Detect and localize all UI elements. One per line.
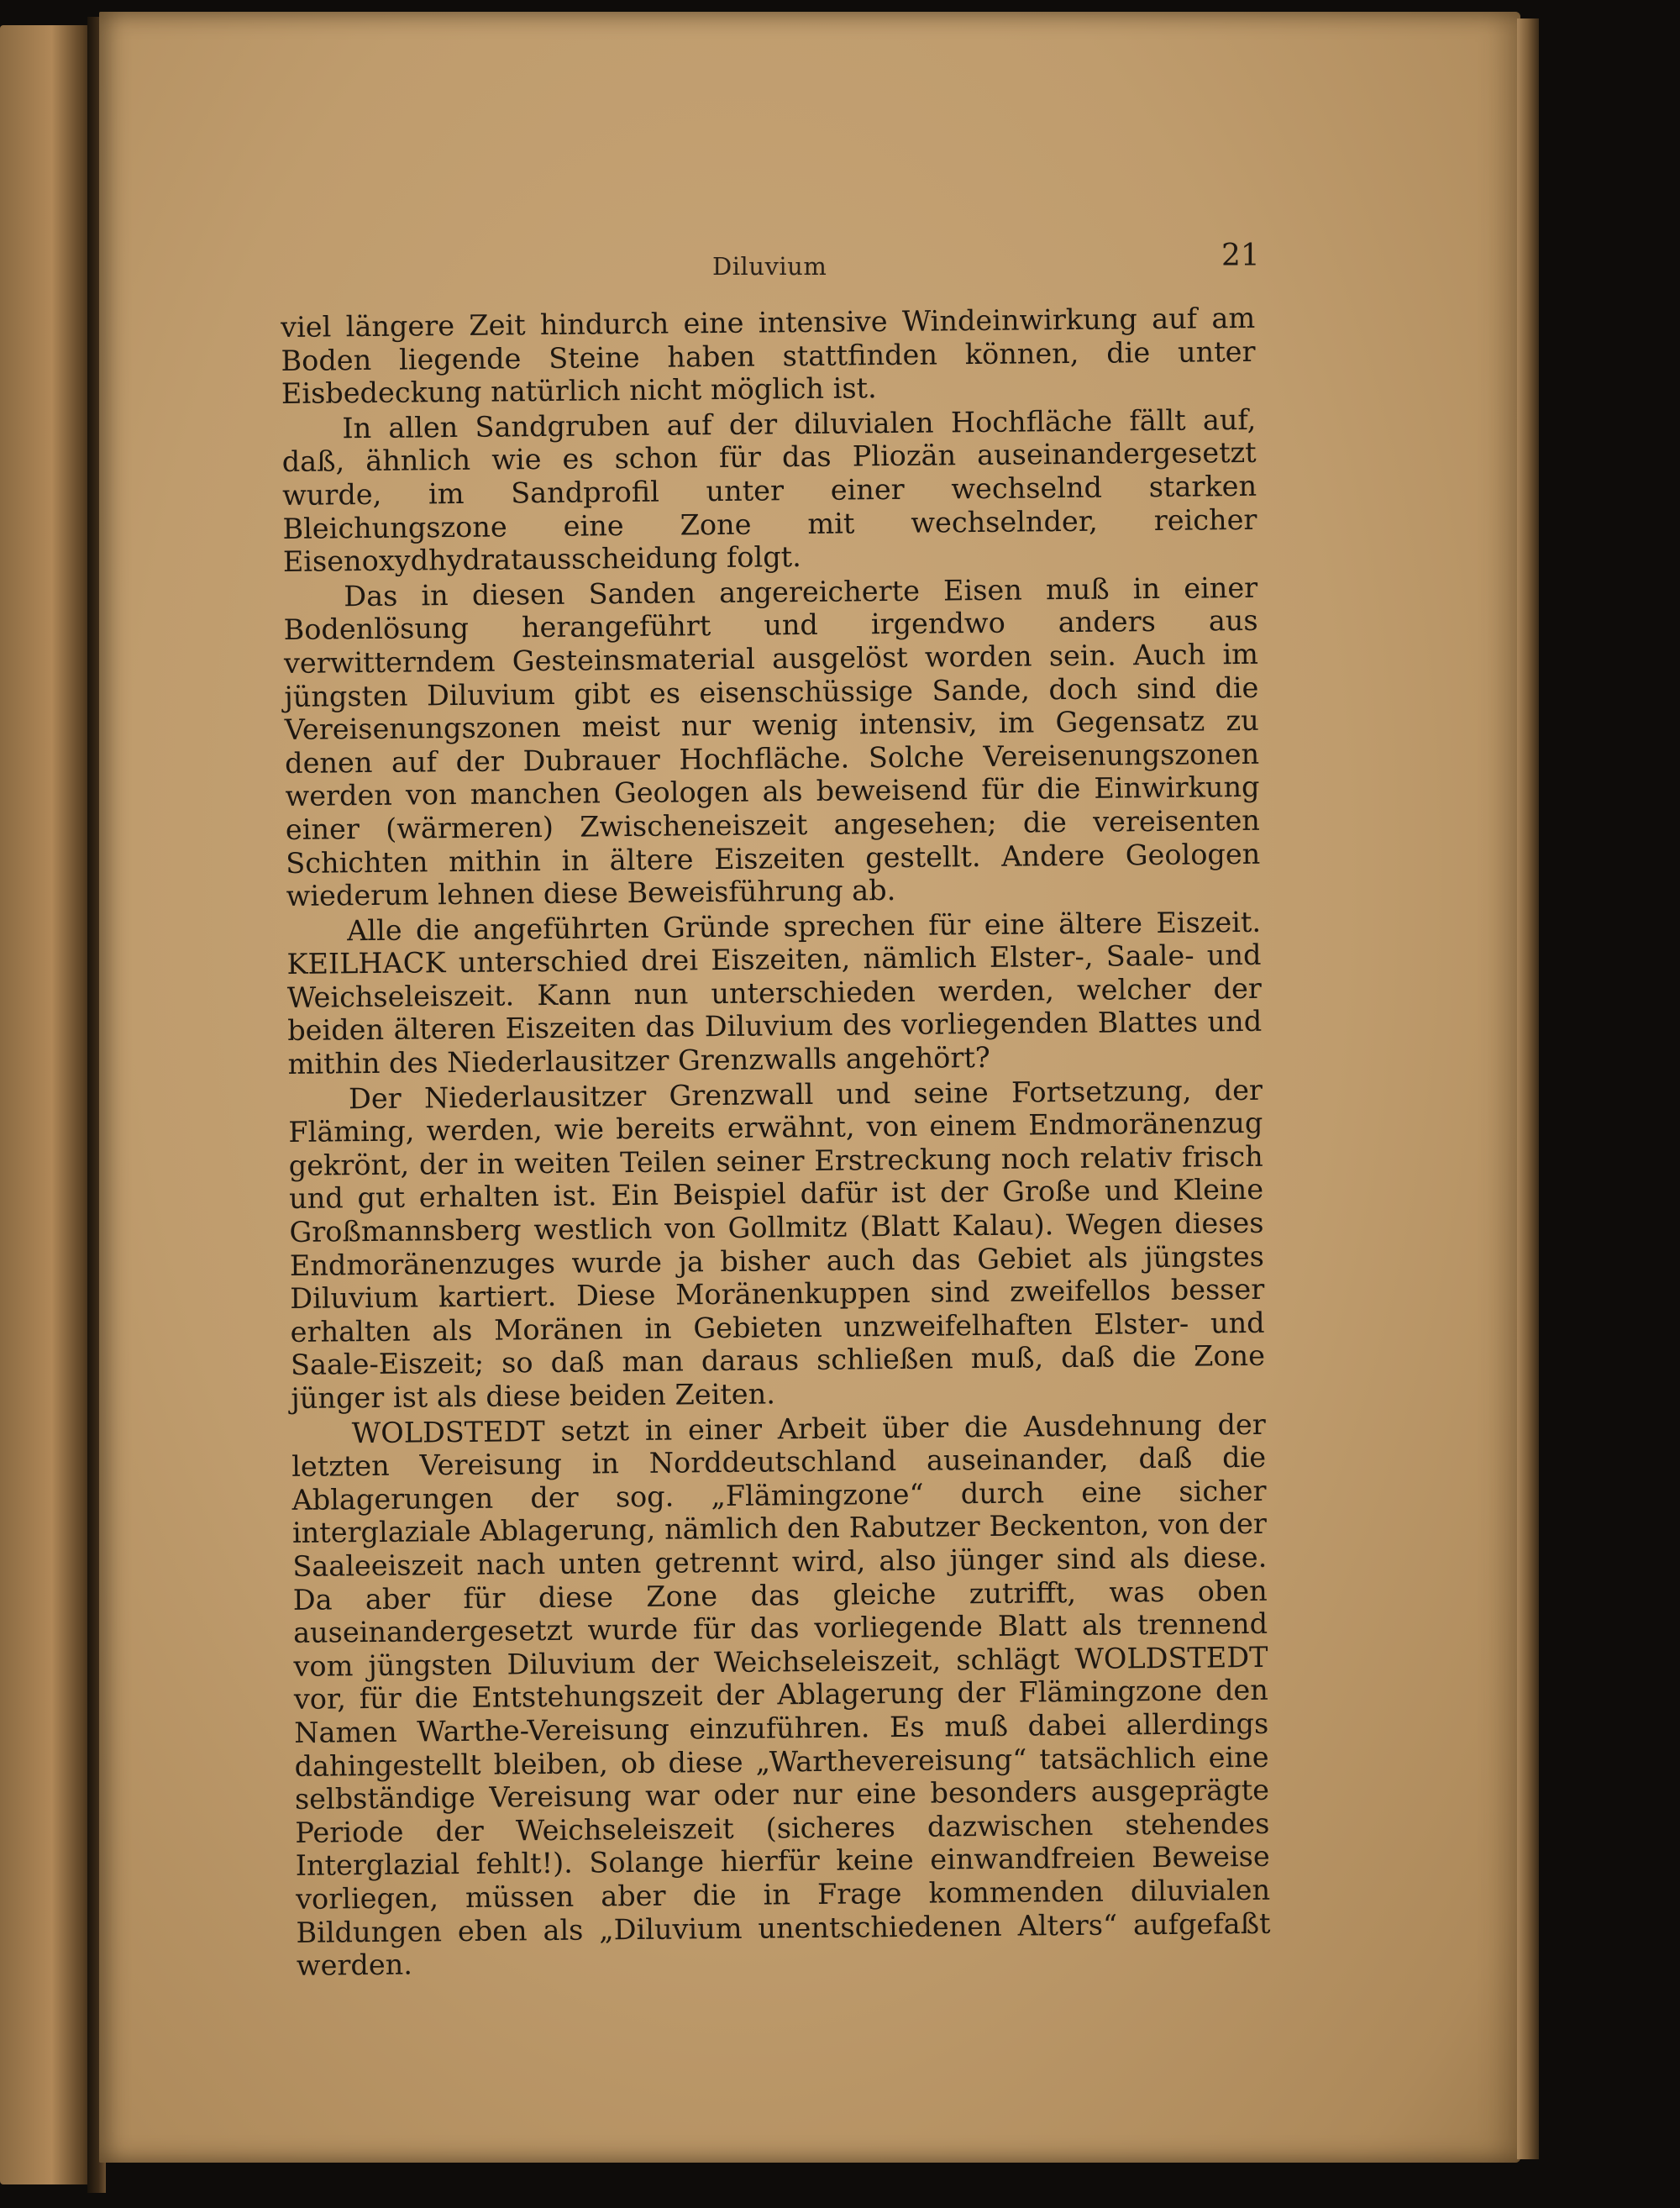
page-number: 21 [1221,239,1260,273]
page-fore-edge [1517,18,1539,2159]
paragraph: WOLDSTEDT setzt in einer Arbeit über die Ausdehnung der letzten Vereisung in Norddeutschland auseinander, daß die Ablagerungen der sog. „Flämingzone“ durch eine sicher interglaziale Ablagerung, nämlich den Rabutzer Beckenton, von der Saaleeiszeit nach unten getrennt wird, also jünger sind als diese. Da aber für diese Zone das gleiche zutrifft, was oben auseinandergesetzt wurde für das vorliegende Blatt als trennend vom jüngsten Diluvium der Weichseleiszeit, schlägt WOLDSTEDT vor, für die Entstehungszeit der Ablagerung der Flämingzone den Namen Warthe-Vereisung einzuführen. Es muß dabei allerdings dahingestellt bleiben, ob diese „Warthevereisung“ tatsächlich eine selbständige Vereisung war oder nur eine besonders ausgeprägte Periode der Weichseleiszeit (sicheres dazwischen stehendes Interglazial fehlt!). Solange hierfür keine einwandfreien Beweise vorliegen, müssen aber die in Frage kommenden diluvialen Bildungen eben als „Diluvium unentschiedenen Alters“ aufgefaßt werden. [291,1407,1271,1983]
body-text [281,302,1271,1983]
paragraph: In allen Sandgruben auf der diluvialen Hochfläche fällt auf, daß, ähnlich wie es schon für das Pliozän auseinandergesetzt wurde, im Sandprofil unter einer wechselnd starken Bleichungszone eine Zone mit wechselnder, reicher Eisenoxydhydratausscheidung folgt. [281,402,1257,579]
facing-page-edge [0,25,94,2184]
paragraph: Der Niederlausitzer Grenzwall und seine Fortsetzung, der Fläming, werden, wie bereits erwähnt, von einem Endmoränenzug gekrönt, der in weiten Teilen seiner Erstreckung noch relativ frisch und gut erhalten ist. Ein Beispiel dafür ist der Große und Kleine Großmannsberg westlich von Gollmitz (Blatt Kalau). Wegen dieses Endmoränenzuges wurde ja bisher auch das Gebiet als jüngstes Diluvium kartiert. Diese Moränenkuppen sind zweifellos besser erhalten als Moränen in Gebieten unzweifelhaften Elster- und Saale-Eiszeit; so daß man daraus schließen muß, daß die Zone jünger ist als diese beiden Zeiten. [288,1073,1266,1415]
running-head: Diluvium [712,252,827,281]
paragraph: viel längere Zeit hindurch eine intensive Windeinwirkung auf am Boden liegende Steine haben stattfinden können, die unter Eisbedeckung natürlich nicht möglich ist. [281,301,1256,411]
paragraph: Alle die angeführten Gründe sprechen für eine ältere Eiszeit. KEILHACK unterschied drei Eiszeiten, nämlich Elster-, Saale- und Weichseleiszeit. Kann nun unterschieden werden, welcher der beiden älteren Eiszeiten das Diluvium des vorliegenden Blattes und mithin des Niederlausitzer Grenzwalls angehört? [286,905,1263,1081]
paragraph: Das in diesen Sanden angereicherte Eisen muß in einer Bodenlösung herangeführt und irgendwo anders aus verwitterndem Gesteinsmaterial ausgelöst worden sein. Auch im jüngsten Diluvium gibt es eisenschüssige Sande, doch sind die Vereisenungszonen meist nur wenig intensiv, im Gegensatz zu denen auf der Dubrauer Hochfläche. Solche Vereisenungszonen werden von manchen Geologen als beweisend für die Einwirkung einer (wärmeren) Zwischeneiszeit angesehen; die vereisenten Schichten mithin in ältere Eiszeiten gestellt. Andere Geologen wiederum lehnen diese Beweisführung ab. [283,570,1261,913]
